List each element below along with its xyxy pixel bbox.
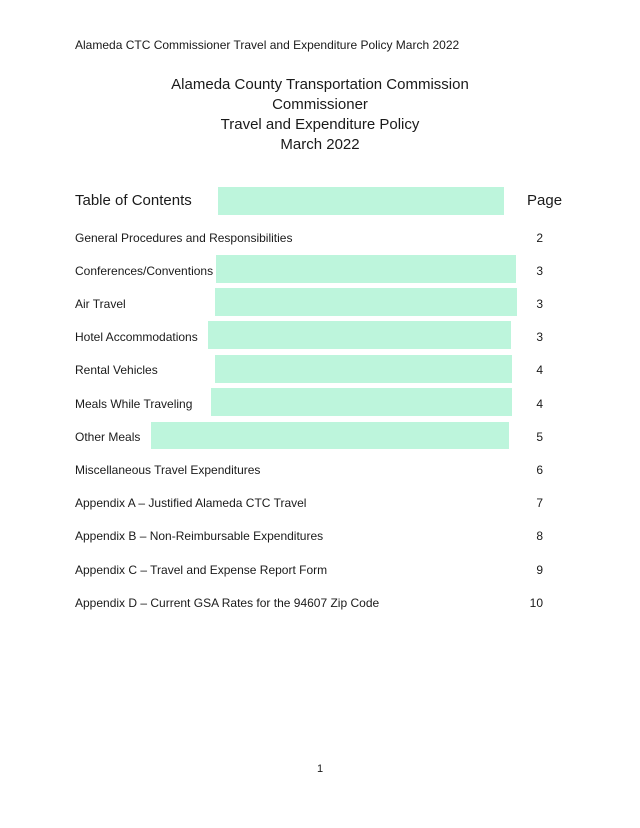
page-number: 1 <box>316 763 324 775</box>
title-line-4: March 2022 <box>280 136 360 153</box>
toc-entry-page: 2 <box>536 231 543 245</box>
toc-entry-page: 5 <box>536 430 543 444</box>
toc-entry-label[interactable]: General Procedures and Responsibilities <box>75 231 293 245</box>
toc-entry-label[interactable]: Meals While Traveling <box>75 397 193 411</box>
toc-entry-label[interactable]: Hotel Accommodations <box>75 330 198 344</box>
title-line-1: Alameda County Transportation Commission <box>171 76 469 93</box>
toc-entry-page: 9 <box>536 563 543 577</box>
running-header: Alameda CTC Commissioner Travel and Expenditure Policy March 2022 <box>75 38 460 52</box>
toc-entry-page: 4 <box>536 397 543 411</box>
highlight-bar <box>151 422 509 449</box>
toc-entry-page: 7 <box>536 496 543 510</box>
toc-entry-label[interactable]: Appendix D – Current GSA Rates for the 94607 Zip Code <box>75 596 380 610</box>
toc-page-heading: Page <box>527 192 563 209</box>
toc-entry-page: 3 <box>536 264 543 278</box>
toc-entry-page: 4 <box>536 363 543 377</box>
highlight-bar <box>215 355 512 383</box>
toc-entry-label[interactable]: Conferences/Conventions <box>75 264 214 278</box>
toc-entry-page: 8 <box>536 529 543 543</box>
highlight-bar <box>208 321 511 349</box>
highlight-bar <box>211 388 512 416</box>
toc-entry-label[interactable]: Rental Vehicles <box>75 363 158 377</box>
toc-entry-page: 10 <box>529 596 543 610</box>
toc-entry-page: 3 <box>536 297 543 311</box>
title-line-2: Commissioner <box>272 96 368 113</box>
toc-entry-label[interactable]: Appendix C – Travel and Expense Report Form <box>75 563 328 577</box>
document-title <box>0 75 640 155</box>
toc-entry-label[interactable]: Miscellaneous Travel Expenditures <box>75 463 261 477</box>
toc-entry-label[interactable]: Appendix A – Justified Alameda CTC Travel <box>75 496 307 510</box>
toc-heading: Table of Contents <box>75 192 192 209</box>
toc-entry-page: 6 <box>536 463 543 477</box>
toc-entry-page: 3 <box>536 330 543 344</box>
highlight-bar <box>216 255 516 283</box>
highlight-bar <box>218 187 504 215</box>
title-line-3: Travel and Expenditure Policy <box>220 116 420 133</box>
toc-entry-label[interactable]: Air Travel <box>75 297 126 311</box>
toc-entry-label[interactable]: Appendix B – Non-Reimbursable Expenditures <box>75 529 324 543</box>
highlight-bar <box>215 288 517 316</box>
toc-entry-label[interactable]: Other Meals <box>75 430 141 444</box>
